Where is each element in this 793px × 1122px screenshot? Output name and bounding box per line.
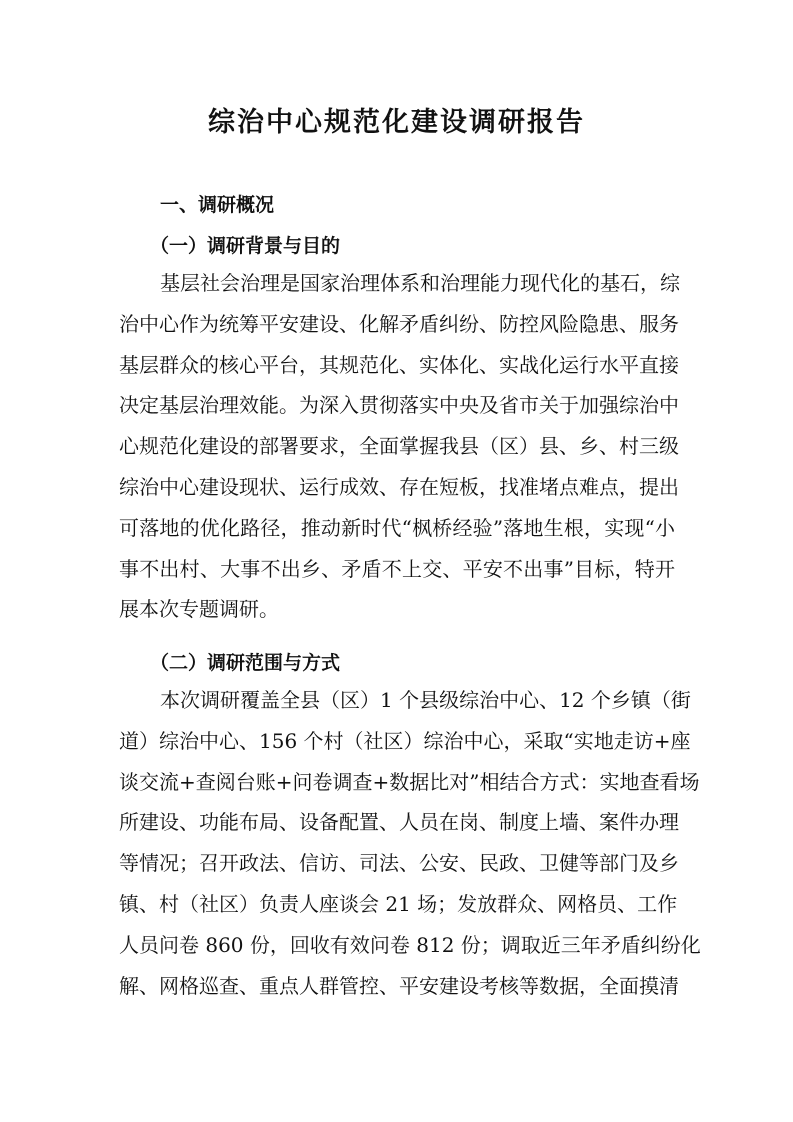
subsection-heading-scope: （二）调研范围与方式 bbox=[150, 652, 341, 674]
paragraph-line: 事不出村、大事不出乡、矛盾不上交、平安不出事”目标，特开 bbox=[119, 556, 675, 581]
paragraph-line: 镇、村（社区）负责人座谈会 21 场；发放群众、网格员、工作 bbox=[119, 892, 678, 916]
paragraph-line: 解、网格巡查、重点人群管控、平安建设考核等数据，全面摸清 bbox=[119, 973, 679, 998]
document-title: 综治中心规范化建设调研报告 bbox=[208, 107, 585, 138]
paragraph-line: 可落地的优化路径，推动新时代“枫桥经验”落地生根，实现“小 bbox=[119, 515, 675, 540]
paragraph-line: 基层群众的核心平台，其规范化、实体化、实战化运行水平直接 bbox=[119, 352, 679, 377]
paragraph-line: 治中心作为统筹平安建设、化解矛盾纠纷、防控风险隐患、服务 bbox=[119, 311, 679, 336]
paragraph-line: 道）综治中心、156 个村（社区）综治中心，采取“实地走访+座 bbox=[119, 728, 691, 753]
subsection-heading-background: （一）调研背景与目的 bbox=[150, 235, 341, 257]
section-heading-overview: 一、调研概况 bbox=[160, 194, 275, 216]
paragraph-line: 等情况；召开政法、信访、司法、公安、民政、卫健等部门及乡 bbox=[119, 851, 679, 876]
paragraph-line: 展本次专题调研。 bbox=[119, 597, 279, 622]
paragraph-line: 基层社会治理是国家治理体系和治理能力现代化的基石，综 bbox=[160, 271, 680, 295]
paragraph-line: 人员问卷 860 份，回收有效问卷 812 份；调取近三年矛盾纠纷化 bbox=[119, 932, 701, 957]
paragraph-line: 决定基层治理效能。为深入贯彻落实中央及省市关于加强综治中 bbox=[119, 393, 679, 418]
paragraph-line: 本次调研覆盖全县（区）1 个县级综治中心、12 个乡镇（街 bbox=[160, 688, 691, 712]
paragraph-line: 心规范化建设的部署要求，全面掌握我县（区）县、乡、村三级 bbox=[119, 434, 679, 459]
paragraph-line: 综治中心建设现状、运行成效、存在短板，找准堵点难点，提出 bbox=[119, 475, 679, 499]
paragraph-line: 所建设、功能布局、设备配置、人员在岗、制度上墙、案件办理 bbox=[119, 810, 679, 835]
paragraph-line: 谈交流+查阅台账+问卷调查+数据比对”相结合方式：实地查看场 bbox=[119, 769, 700, 794]
